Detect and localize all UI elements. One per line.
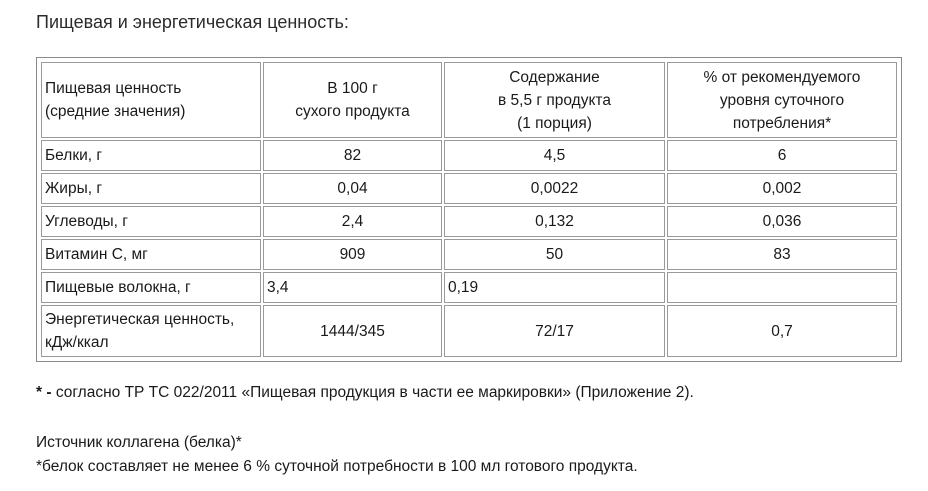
nutrient-name: Углеводы, г <box>41 206 261 237</box>
value-per-portion: 50 <box>444 239 665 270</box>
value-per-100g: 82 <box>263 140 442 171</box>
collagen-source-note: Источник коллагена (белка)* <box>36 434 242 451</box>
value-daily-percent: 0,036 <box>667 206 897 237</box>
header-per-portion: Содержание в 5,5 г продукта (1 порция) <box>444 62 665 138</box>
nutrient-name: Пищевые волокна, г <box>41 272 261 303</box>
nutrient-name: Белки, г <box>41 140 261 171</box>
nutrient-name: Энергетическая ценность, кДж/ккал <box>41 305 261 357</box>
value-per-portion: 4,5 <box>444 140 665 171</box>
value-per-100g: 2,4 <box>263 206 442 237</box>
table-row <box>41 140 897 171</box>
nutrient-name: Витамин С, мг <box>41 239 261 270</box>
value-daily-percent: 83 <box>667 239 897 270</box>
value-per-100g: 3,4 <box>263 272 442 303</box>
table-row <box>41 305 897 357</box>
nutrient-name: Жиры, г <box>41 173 261 204</box>
page-title: Пищевая и энергетическая ценность: <box>36 12 349 32</box>
value-daily-percent <box>667 272 897 303</box>
footnote <box>36 384 694 402</box>
header-nutrient: Пищевая ценность (средние значения) <box>41 62 261 138</box>
table-row <box>41 173 897 204</box>
value-per-100g: 909 <box>263 239 442 270</box>
value-per-100g: 1444/345 <box>263 305 442 357</box>
value-daily-percent: 0,7 <box>667 305 897 357</box>
footnote-marker: * - <box>36 384 56 401</box>
table-row <box>41 272 897 303</box>
value-per-100g: 0,04 <box>263 173 442 204</box>
header-daily-percent: % от рекомендуемого уровня суточного потребления* <box>667 62 897 138</box>
value-per-portion: 0,0022 <box>444 173 665 204</box>
header-per-100g: В 100 г сухого продукта <box>263 62 442 138</box>
table-row <box>41 206 897 237</box>
nutrition-table-frame <box>36 57 902 362</box>
nutrition-table <box>39 60 899 359</box>
value-per-portion: 0,132 <box>444 206 665 237</box>
table-row <box>41 239 897 270</box>
table-header-row <box>41 62 897 138</box>
value-daily-percent: 0,002 <box>667 173 897 204</box>
value-per-portion: 0,19 <box>444 272 665 303</box>
protein-note: *белок составляет не менее 6 % суточной потребности в 100 мл готового продукта. <box>36 458 638 475</box>
value-daily-percent: 6 <box>667 140 897 171</box>
value-per-portion: 72/17 <box>444 305 665 357</box>
footnote-text: согласно ТР ТС 022/2011 «Пищевая продукция в части ее маркировки» (Приложение 2). <box>55 384 694 401</box>
